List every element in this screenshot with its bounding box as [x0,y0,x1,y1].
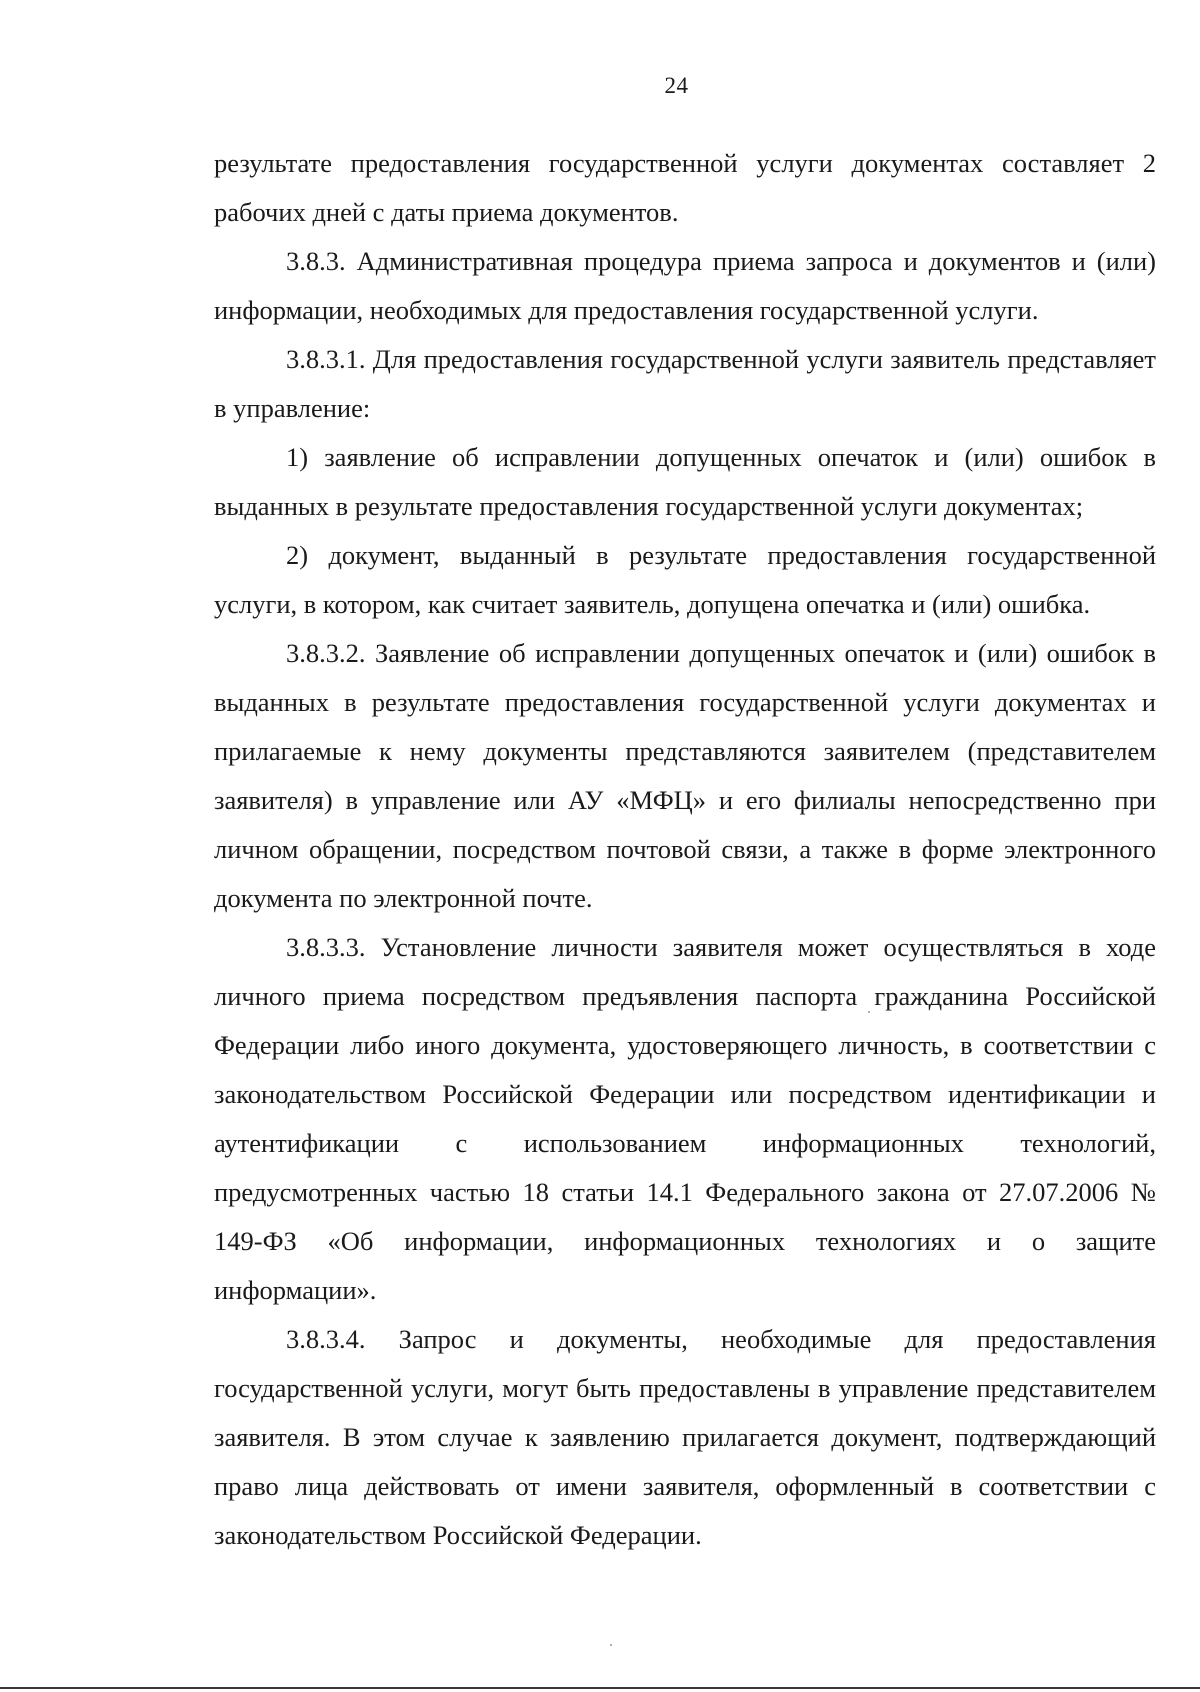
scan-speck [868,1011,870,1013]
page-number-text: 24 [664,73,689,98]
page-number [0,72,1200,100]
bottom-edge-line [0,1687,1200,1689]
paragraph-continuation: результате предоставления государственной услуги документах составляет 2 рабочих дней с даты приема документов. [214,148,1156,227]
paragraph-3-8-3-1: 3.8.3.1. Для предоставления государственной услуги заявитель представляет в управление: [214,344,1156,423]
paragraph-3-8-3-4: 3.8.3.4. Запрос и документы, необходимые для предоставления государственной услуги, могут быть предоставлены в управление представителем заявителя. В этом случае к заявлению прилагается документ, подтверждающий право лица действовать от имени заявителя, оформленный в соответствии с законодательством Российской Федерации. [214,1324,1156,1550]
document-body [214,139,1156,1560]
paragraph-3-8-3-3: 3.8.3.3. Установление личности заявителя может осуществляться в ходе личного приема посредством предъявления паспорта гражданина Российской Федерации либо иного документа, удостоверяющего личность, в соответствии с законодательством Российской Федерации или посредством идентификации и аутентификации с использованием информационных технологий, предусмотренных частью 18 статьи 14.1 Федерального закона от 27.07.2006 № 149-ФЗ «Об информации, информационных технологиях и о защите информации». [214,932,1156,1305]
list-item-1: 1) заявление об исправлении допущенных опечаток и (или) ошибок в выданных в результате предоставления государственной услуги документах; [214,442,1156,521]
scan-speck [610,1644,612,1646]
paragraph-3-8-3-2: 3.8.3.2. Заявление об исправлении допущенных опечаток и (или) ошибок в выданных в результате предоставления государственной услуги документах и прилагаемые к нему документы представляются заявителем (представителем заявителя) в управление или АУ «МФЦ» и его филиалы непосредственно при личном обращении, посредством почтовой связи, а также в форме электронного документа по электронной почте. [214,638,1156,913]
paragraph-3-8-3: 3.8.3. Административная процедура приема запроса и документов и (или) информации, необходимых для предоставления государственной услуги. [214,246,1156,325]
list-item-2: 2) документ, выданный в результате предоставления государственной услуги, в котором, как считает заявитель, допущена опечатка и (или) ошибка. [214,540,1156,619]
